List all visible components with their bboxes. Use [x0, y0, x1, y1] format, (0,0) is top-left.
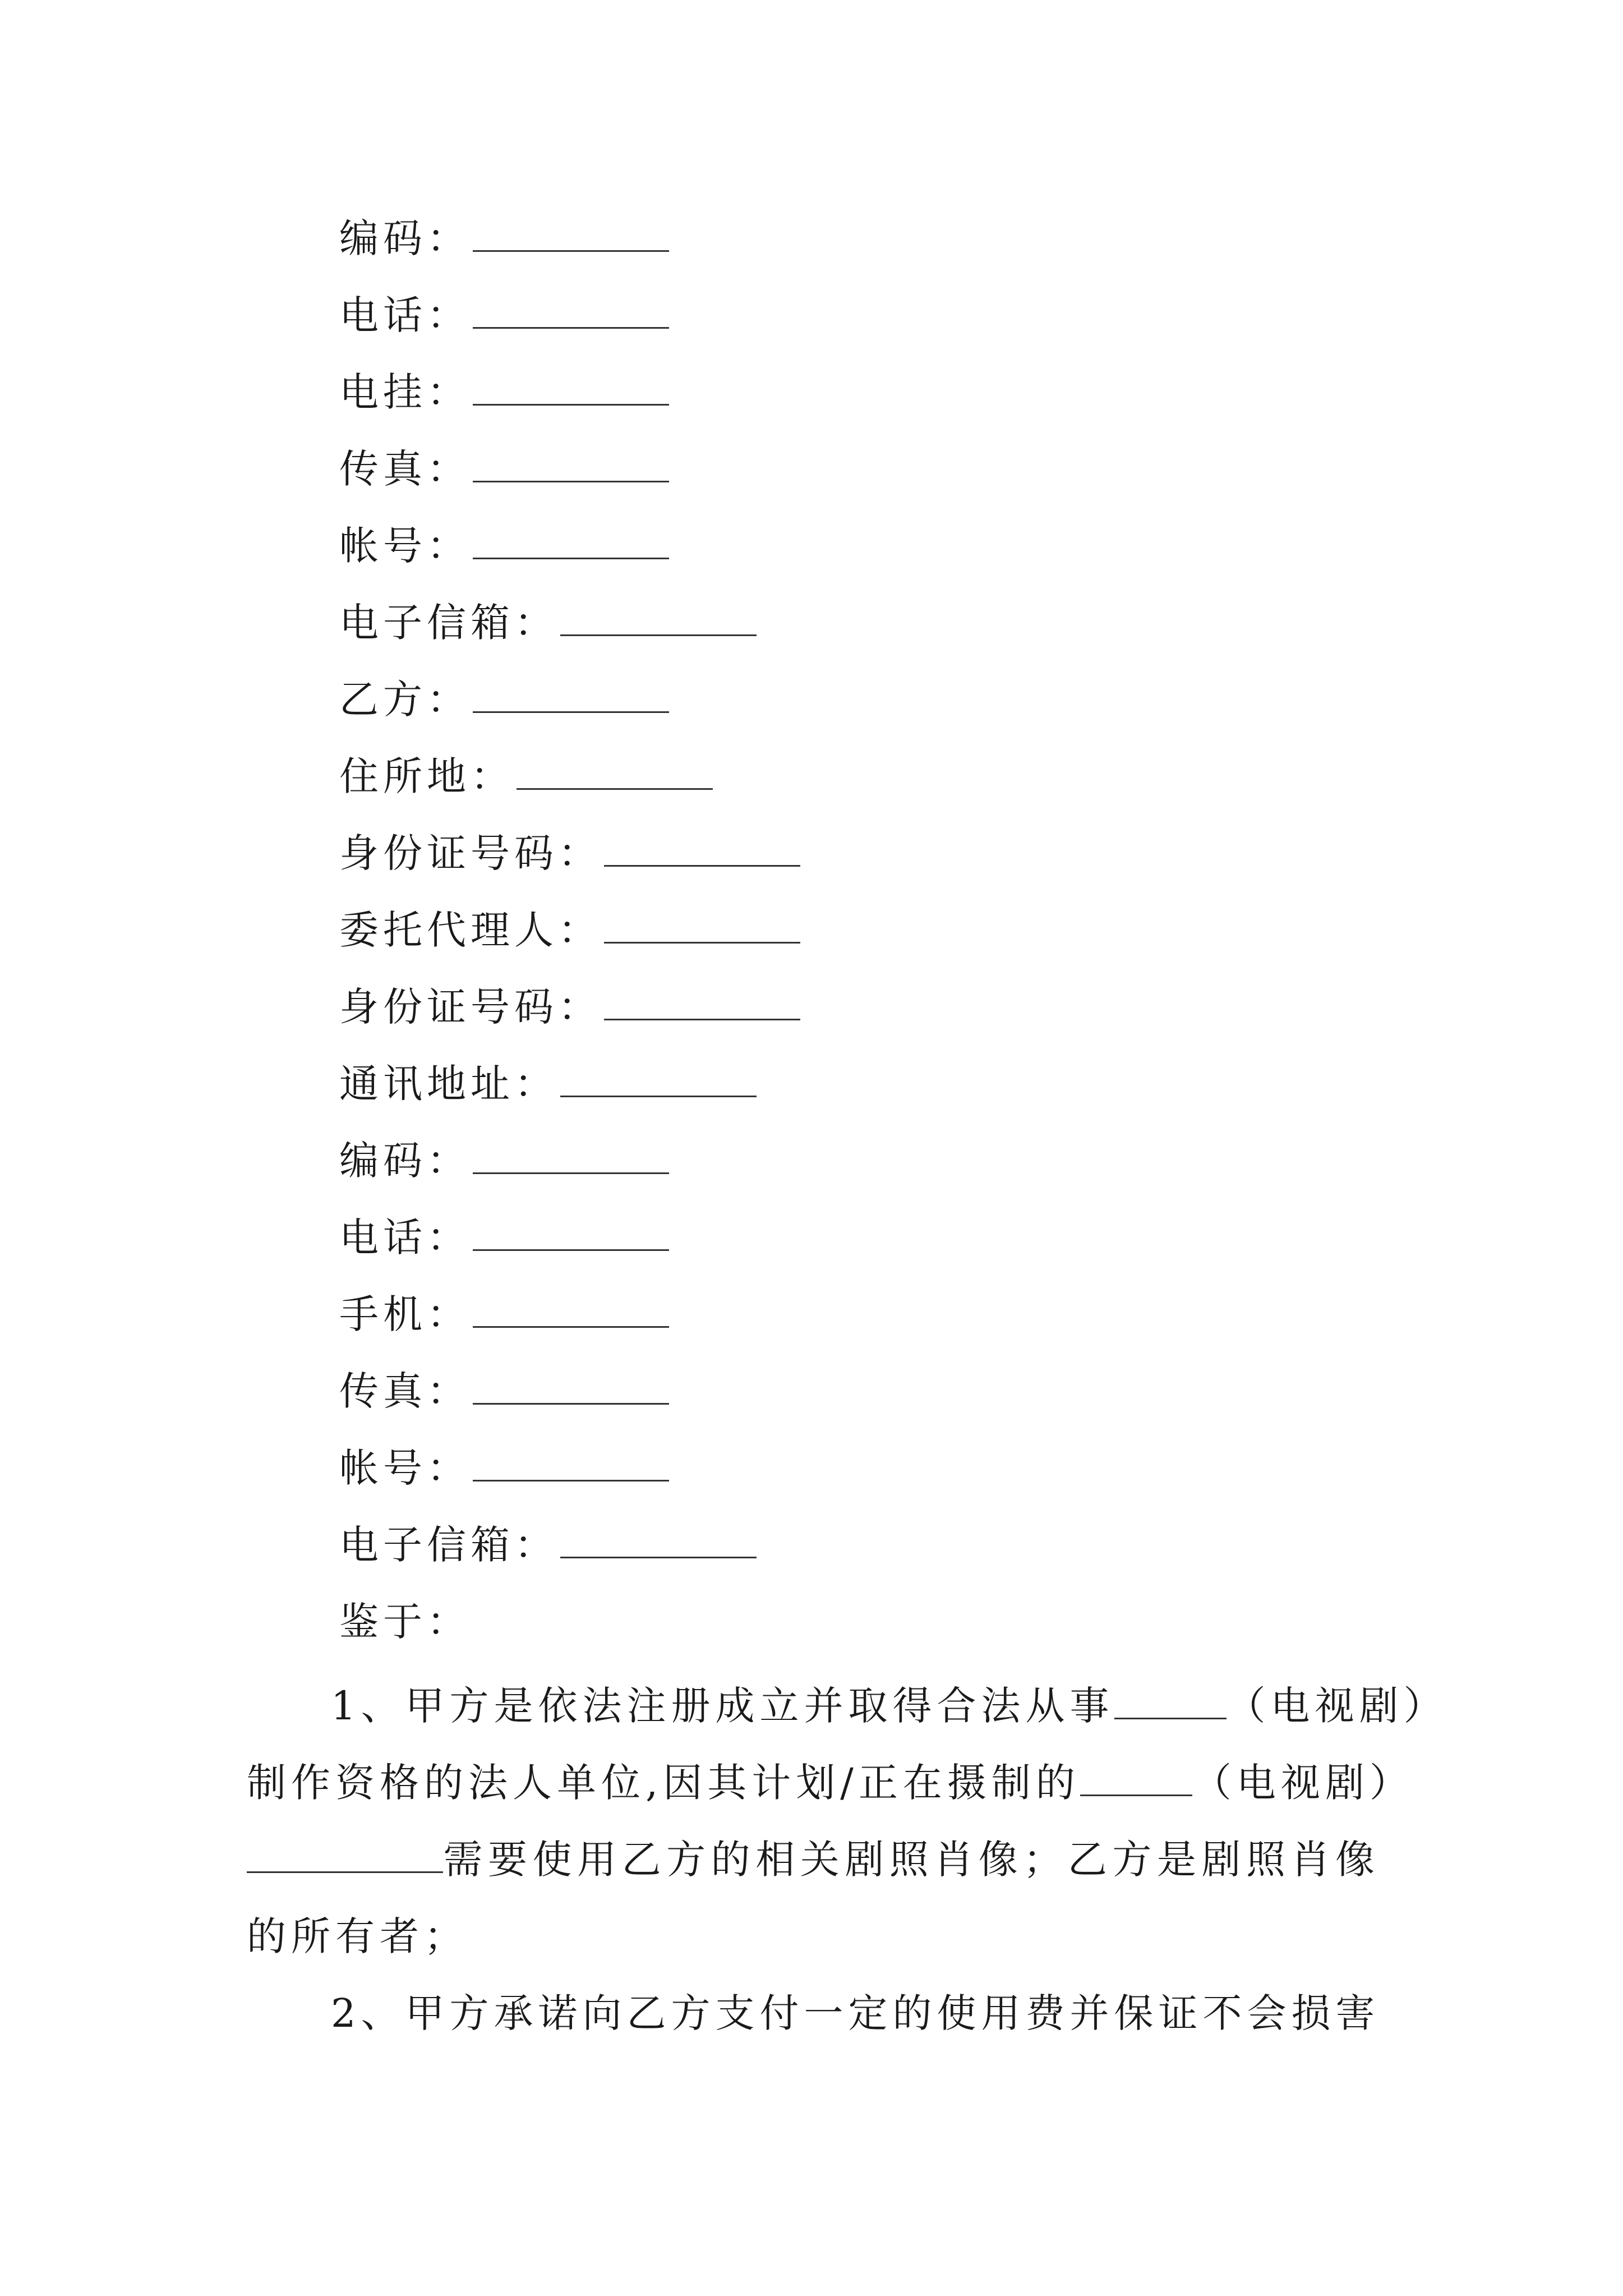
field-label: 传真： [339, 1368, 471, 1414]
blank-line [473, 1441, 669, 1481]
field-label: 手机： [339, 1291, 471, 1337]
field-row [339, 1053, 757, 1115]
field-label: 身份证号码： [339, 984, 602, 1030]
blank-line [473, 672, 669, 713]
field-label: 身份证号码： [339, 830, 602, 876]
field-row [339, 1514, 757, 1576]
blank-line [560, 1056, 757, 1097]
field-row [339, 592, 757, 654]
blank-line [604, 979, 800, 1020]
field-row [339, 438, 669, 500]
field-row [339, 1437, 669, 1499]
field-row [339, 1130, 669, 1191]
field-row [339, 746, 713, 807]
field-label: 电挂： [339, 369, 471, 415]
field-label: 帐号： [339, 1445, 471, 1491]
blank-line [473, 211, 669, 252]
field-label: 住所地： [339, 753, 514, 799]
blank-line [473, 288, 669, 329]
blank-line [473, 1364, 669, 1405]
field-row [339, 669, 669, 730]
field-row [339, 1360, 669, 1422]
blank-line [560, 1517, 757, 1558]
field-row [339, 976, 800, 1038]
field-row [339, 899, 800, 961]
paragraph-2 [247, 1975, 1380, 2052]
field-label: 电子信箱： [339, 600, 558, 646]
field-label: 委托代理人： [339, 907, 602, 953]
paragraph-line: 需要使用乙方的相关剧照肖像；乙方是剧照肖像 [247, 1821, 1380, 1898]
paragraph-1 [247, 1668, 1448, 1975]
blank-line [473, 1287, 669, 1328]
blank-line [560, 595, 757, 636]
blank-line [473, 518, 669, 559]
paragraph-line: 的所有者； [247, 1913, 468, 1959]
field-row [339, 361, 669, 423]
blank-line [604, 903, 800, 944]
field-label: 传真： [339, 446, 471, 492]
paragraph-line: 2、甲方承诺向乙方支付一定的使用费并保证不会损害 [331, 1990, 1380, 2036]
field-row [339, 1591, 471, 1653]
blank-line [1114, 1684, 1227, 1719]
blank-line [1080, 1761, 1192, 1796]
field-label: 编码： [339, 1138, 471, 1184]
blank-line [473, 365, 669, 406]
field-row [339, 1283, 669, 1345]
blank-line [517, 749, 713, 790]
blank-line [473, 441, 669, 482]
blank-line [473, 1133, 669, 1174]
field-label: 帐号： [339, 523, 471, 569]
paragraph-line: 1、甲方是依法注册成立并取得合法从事 （电视剧） [331, 1683, 1448, 1729]
blank-line [247, 1838, 443, 1873]
field-row [339, 284, 669, 346]
field-row [339, 822, 800, 884]
field-label: 电子信箱： [339, 1522, 558, 1568]
field-label: 电话： [339, 1214, 471, 1260]
section-heading: 鉴于： [339, 1599, 471, 1645]
blank-line [604, 826, 800, 867]
field-row [339, 515, 669, 577]
paragraph-line: 制作资格的法人单位,因其计划/正在摄制的 （电视剧） [247, 1760, 1414, 1806]
field-label: 电话： [339, 292, 471, 338]
field-row [339, 1207, 669, 1268]
field-label: 通讯地址： [339, 1061, 558, 1107]
blank-line [473, 1210, 669, 1251]
field-label: 编码： [339, 215, 471, 261]
field-label: 乙方： [339, 677, 471, 723]
field-row [339, 208, 669, 269]
